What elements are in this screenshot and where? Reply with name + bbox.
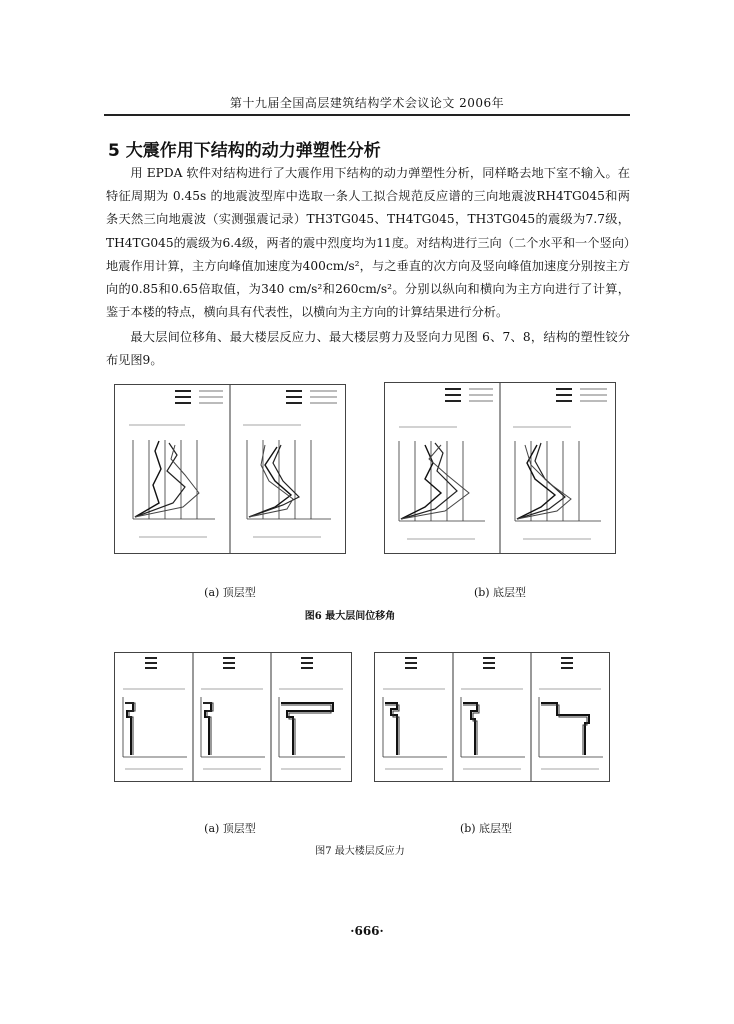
figure7-caption-b: (b) 底层型 xyxy=(459,822,513,835)
running-header: 第十九届全国高层建筑结构学术会议论文 2006年 xyxy=(104,94,630,116)
figure7-title: 图7 最大楼层反应力 xyxy=(315,846,405,857)
figure6-caption-b: (b) 底层型 xyxy=(473,586,527,599)
figure6-title: 图6 最大层间位移角 xyxy=(304,611,396,622)
figure6-a-plot xyxy=(114,384,346,554)
paragraph-1: 用 EPDA 软件对结构进行了大震作用下结构的动力弹塑性分析，同样略去地下室不输入。在特征周期为 0.45s 的地震波型库中选取一条人工拟合规范反应谱的三向地震波RH4TG045和两条天然三向地震波（实测强震记录）TH3TG045、TH4TG045，TH3TG045的震级为7.7级，TH4TG045的震级为6.4级，两者的震中烈度均为11度。对结构进行三向（二个水平和一个竖向）地震作用计算，主方向峰值加速度为400cm/s²，与之垂直的次方向及竖向峰值加速度分别按主方向的0.85和0.65倍取值，为340 cm/s²和260cm/s²。分别以纵向和横向为主方向进行了计算，鉴于本楼的特点，横向具有代表性，以横向为主方向的计算结果进行分析。 xyxy=(106,166,630,320)
paragraph-2: 最大层间位移角、最大楼层反应力、最大楼层剪力及竖向力见图 6、7、8，结构的塑性铰分布见图9。 xyxy=(106,330,630,368)
figure7-caption-a: (a) 顶层型 xyxy=(204,822,256,835)
figure7-b-plot xyxy=(374,652,610,782)
section-title: 5 大震作用下结构的动力弹塑性分析 xyxy=(108,141,381,161)
page-number: ·666· xyxy=(350,924,384,938)
figure6-b-plot xyxy=(384,382,616,554)
figure7-a-plot xyxy=(114,652,352,782)
figure6-caption-a: (a) 顶层型 xyxy=(204,586,256,599)
